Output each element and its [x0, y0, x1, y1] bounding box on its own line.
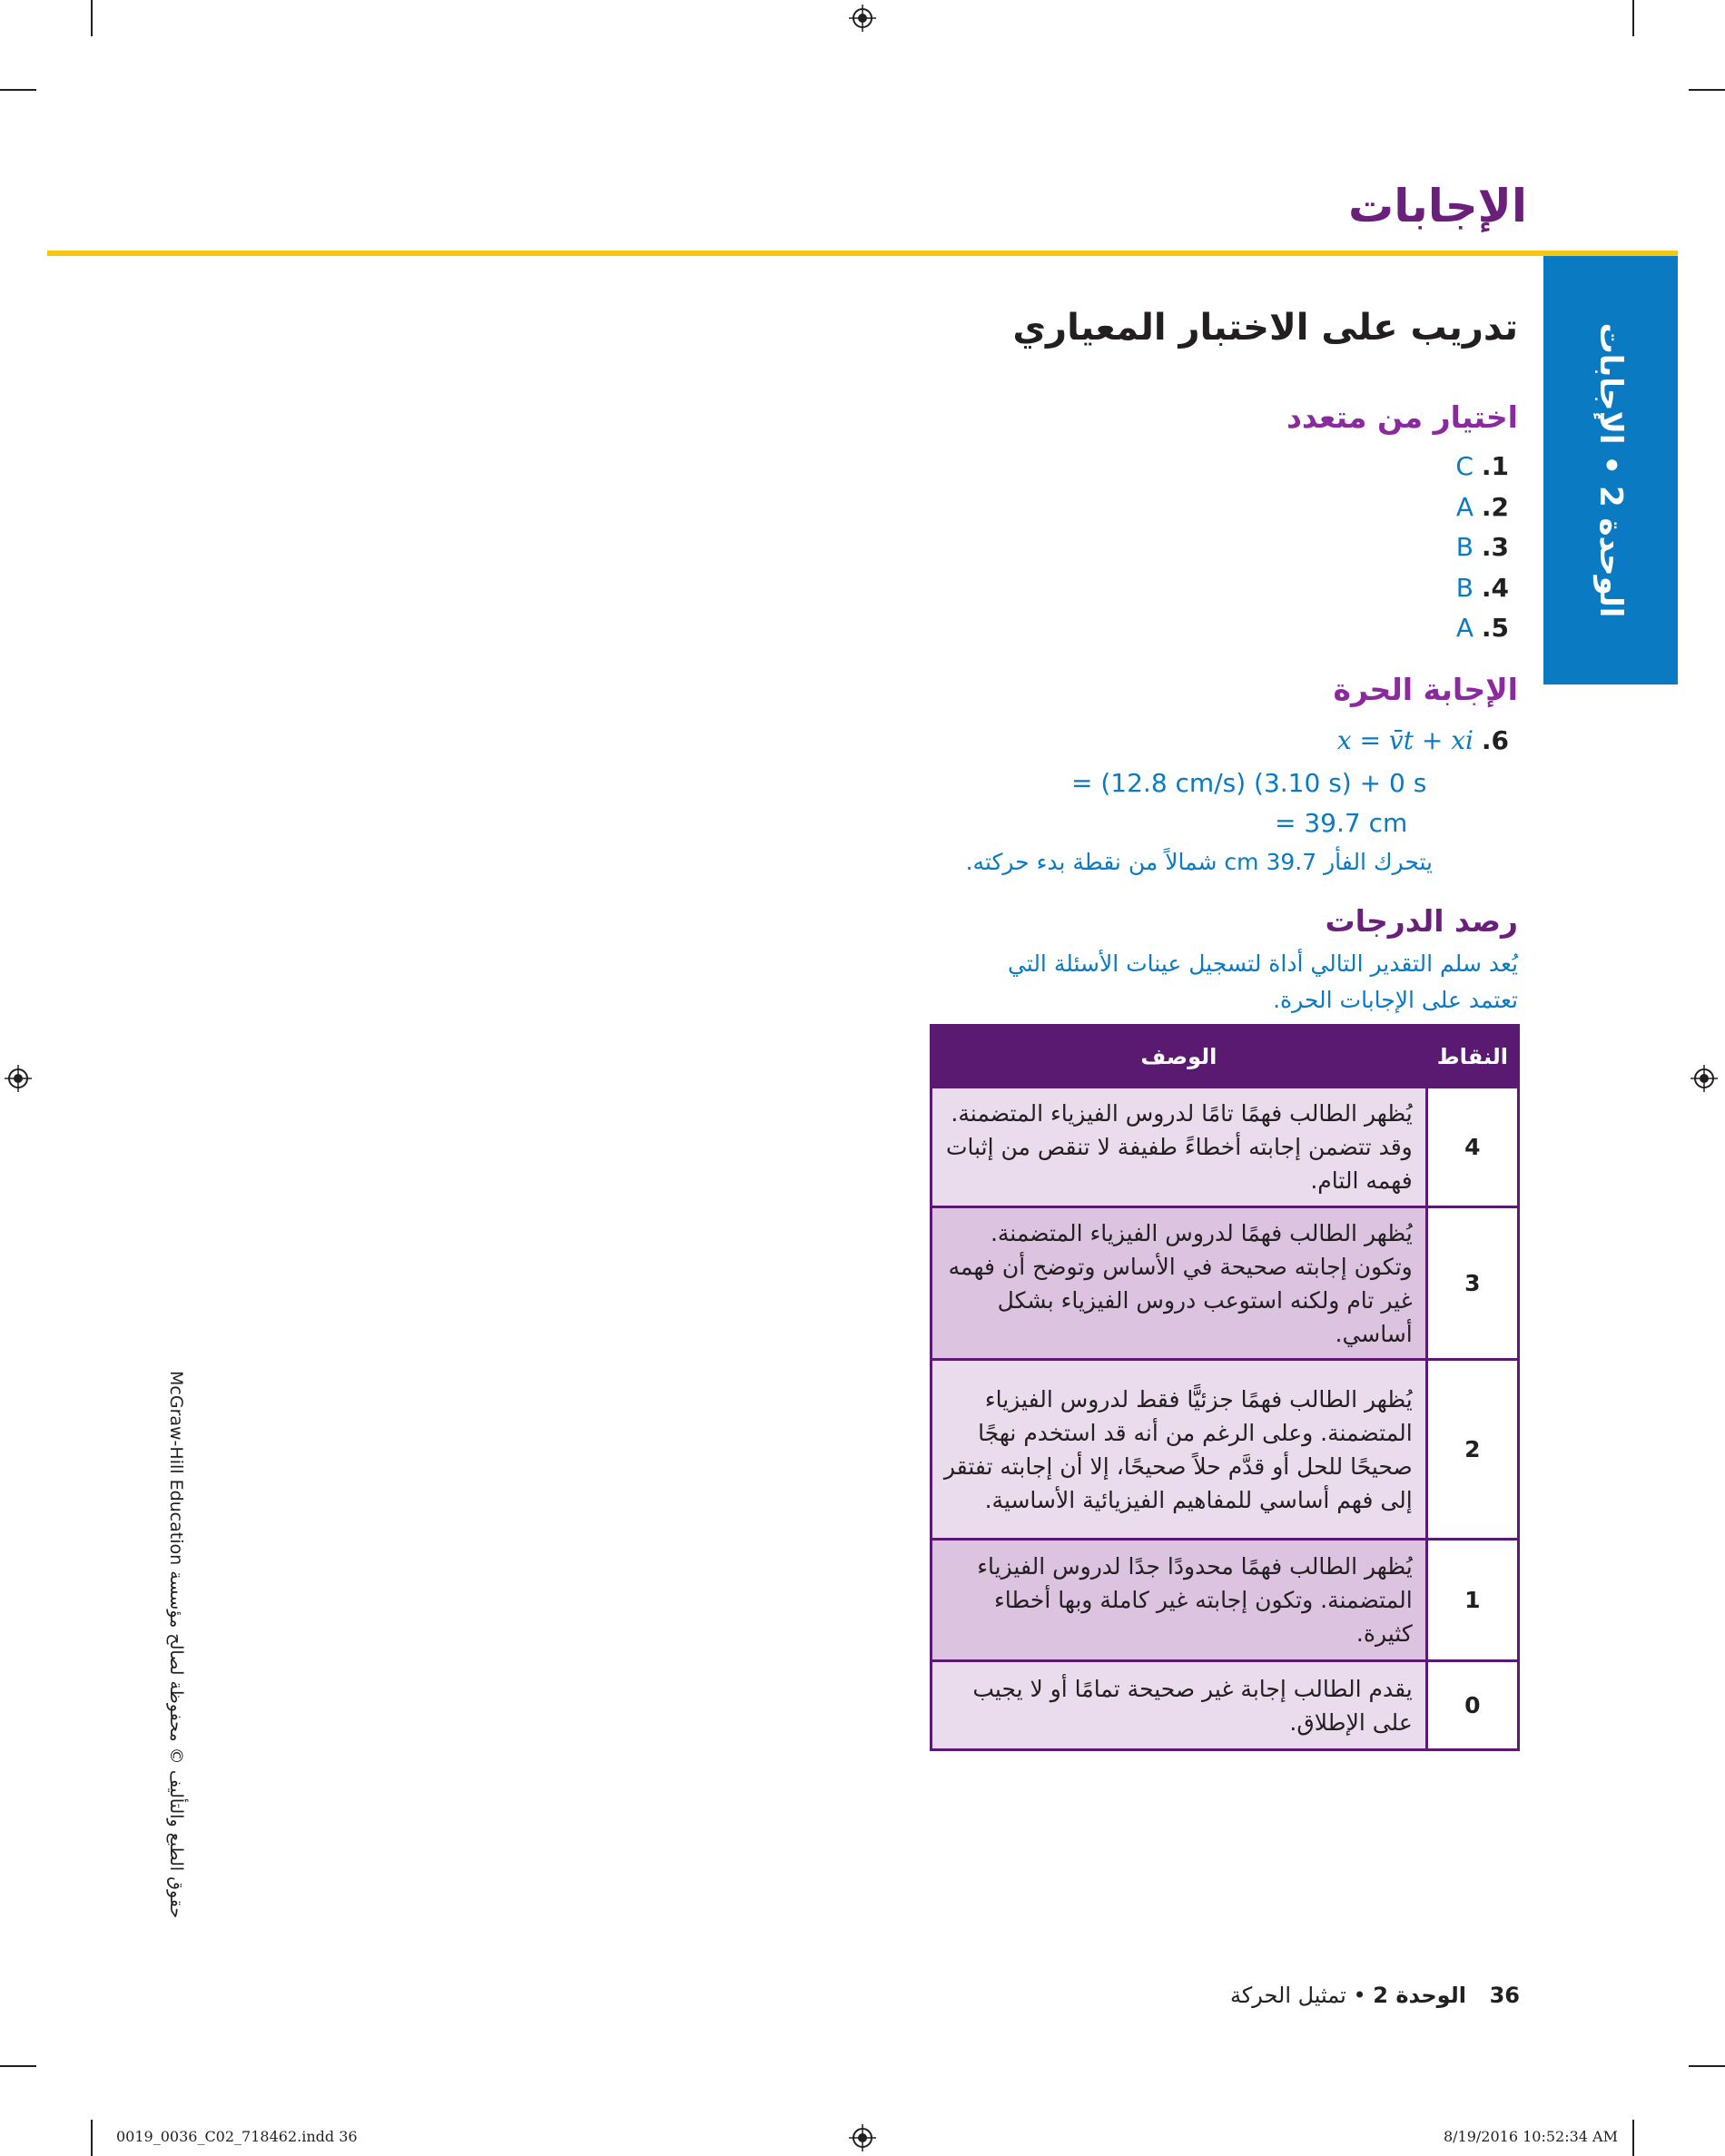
multiple-choice-heading: اختيار من متعدد — [1286, 399, 1518, 435]
description-cell: يُظهر الطالب فهمًا تامًا لدروس الفيزياء المتضمنة. وقد تتضمن إجابته أخطاءً طفيفة لا تنقص من إثبات فهمه التام. — [932, 1088, 1427, 1207]
table-header-row — [932, 1026, 1519, 1088]
item-number: 2. — [1481, 491, 1509, 522]
registration-mark-icon — [849, 5, 876, 32]
points-cell: 1 — [1426, 1540, 1518, 1661]
page-number: 36 — [1489, 1983, 1520, 2008]
description-cell: يُظهر الطالب فهمًا لدروس الفيزياء المتضمنة. وتكون إجابته صحيحة في الأساس وتوضح أن فهمه غير تام ولكنه استوعب دروس الفيزياء بشكل أساسي. — [932, 1207, 1427, 1360]
crop-mark — [1632, 2120, 1634, 2156]
crop-mark — [91, 0, 93, 36]
item-number: 4. — [1481, 572, 1509, 603]
list-item — [1455, 487, 1509, 528]
points-cell: 3 — [1426, 1207, 1518, 1360]
description-cell: يُظهر الطالب فهمًا محدودًا جدًا لدروس الفيزياء المتضمنة. وتكون إجابته غير كاملة وبها أخطاء كثيرة. — [932, 1540, 1427, 1661]
column-header-description: الوصف — [932, 1026, 1427, 1088]
crop-mark — [1689, 2065, 1725, 2067]
registration-mark-icon — [849, 2124, 876, 2151]
section-title: تدريب على الاختبار المعياري — [1012, 307, 1518, 349]
column-header-points: النقاط — [1426, 1026, 1518, 1088]
equation-line-3: = 39.7 cm — [1275, 808, 1408, 838]
points-cell: 2 — [1426, 1360, 1518, 1540]
title-rule — [47, 251, 1678, 256]
copyright-notice — [149, 1371, 203, 1919]
points-cell: 4 — [1426, 1088, 1518, 1207]
list-item — [1455, 608, 1509, 649]
multiple-choice-list — [1455, 447, 1509, 649]
equation-line-2: = (12.8 cm/s) (3.10 s) + 0 s — [1071, 768, 1427, 798]
list-item — [1455, 447, 1509, 487]
copyright-text: حقوق الطبع والتأليف © محفوظة لصالح مؤسسة McGraw-Hill Education — [166, 1371, 186, 1919]
page-footer — [1230, 1983, 1520, 2008]
print-slug-timestamp: 8/19/2016 10:52:34 AM — [1443, 2128, 1618, 2145]
rubric-table — [930, 1024, 1520, 1751]
footer-separator: • — [1353, 1983, 1366, 2008]
points-cell: 0 — [1426, 1661, 1518, 1750]
item-answer: A — [1455, 491, 1474, 522]
table-row — [932, 1207, 1519, 1360]
registration-mark-icon — [5, 1065, 32, 1092]
crop-mark — [0, 2065, 36, 2067]
unit-side-tab — [1543, 256, 1678, 684]
crop-mark — [91, 2120, 93, 2156]
item-answer: B — [1455, 532, 1474, 562]
crop-mark — [1689, 89, 1725, 91]
print-slug-file: 0019_0036_C02_718462.indd 36 — [116, 2128, 358, 2145]
free-response-heading: الإجابة الحرة — [1333, 672, 1518, 707]
footer-unit: الوحدة 2 — [1373, 1983, 1466, 2008]
question-number: 6. — [1481, 725, 1509, 755]
table-row — [932, 1088, 1519, 1207]
equation-line-1 — [1337, 725, 1509, 755]
answer-statement: يتحرك الفأر 39.7 cm شمالاً من نقطة بدء حركته. — [965, 849, 1433, 875]
description-cell: يُظهر الطالب فهمًا جزئيًّا فقط لدروس الفيزياء المتضمنة. وعلى الرغم من أنه قد استخدم نهجًا صحيحًا للحل أو قدَّم حلاً صحيحًا، إلا أن إجابته تفتقر إلى فهم أساسي للمفاهيم الفيزيائية الأساسية. — [932, 1360, 1427, 1540]
table-row — [932, 1540, 1519, 1661]
crop-mark — [0, 89, 36, 91]
item-answer: A — [1455, 613, 1474, 643]
crop-mark — [1632, 0, 1634, 36]
equation-text: x = v̄t + xi — [1336, 725, 1474, 755]
table-row — [932, 1360, 1519, 1540]
page-title: الإجابات — [1348, 180, 1527, 232]
registration-mark-icon — [1690, 1065, 1718, 1092]
table-row — [932, 1661, 1519, 1750]
item-number: 5. — [1481, 613, 1509, 643]
item-answer: C — [1455, 451, 1474, 481]
side-tab-label: الوحدة 2 • الإجابات — [1592, 322, 1629, 618]
description-cell: يقدم الطالب إجابة غير صحيحة تمامًا أو لا يجيب على الإطلاق. — [932, 1661, 1427, 1750]
footer-unit-title: تمثيل الحركة — [1229, 1983, 1346, 2008]
rubric-heading: رصد الدرجات — [1325, 903, 1518, 939]
item-number: 1. — [1481, 451, 1509, 481]
item-answer: B — [1455, 572, 1474, 603]
item-number: 3. — [1481, 532, 1509, 562]
list-item — [1455, 568, 1509, 609]
list-item — [1455, 527, 1509, 568]
rubric-intro: يُعد سلم التقدير التالي أداة لتسجيل عينات الأسئلة التي تعتمد على الإجابات الحرة. — [1007, 950, 1518, 1013]
